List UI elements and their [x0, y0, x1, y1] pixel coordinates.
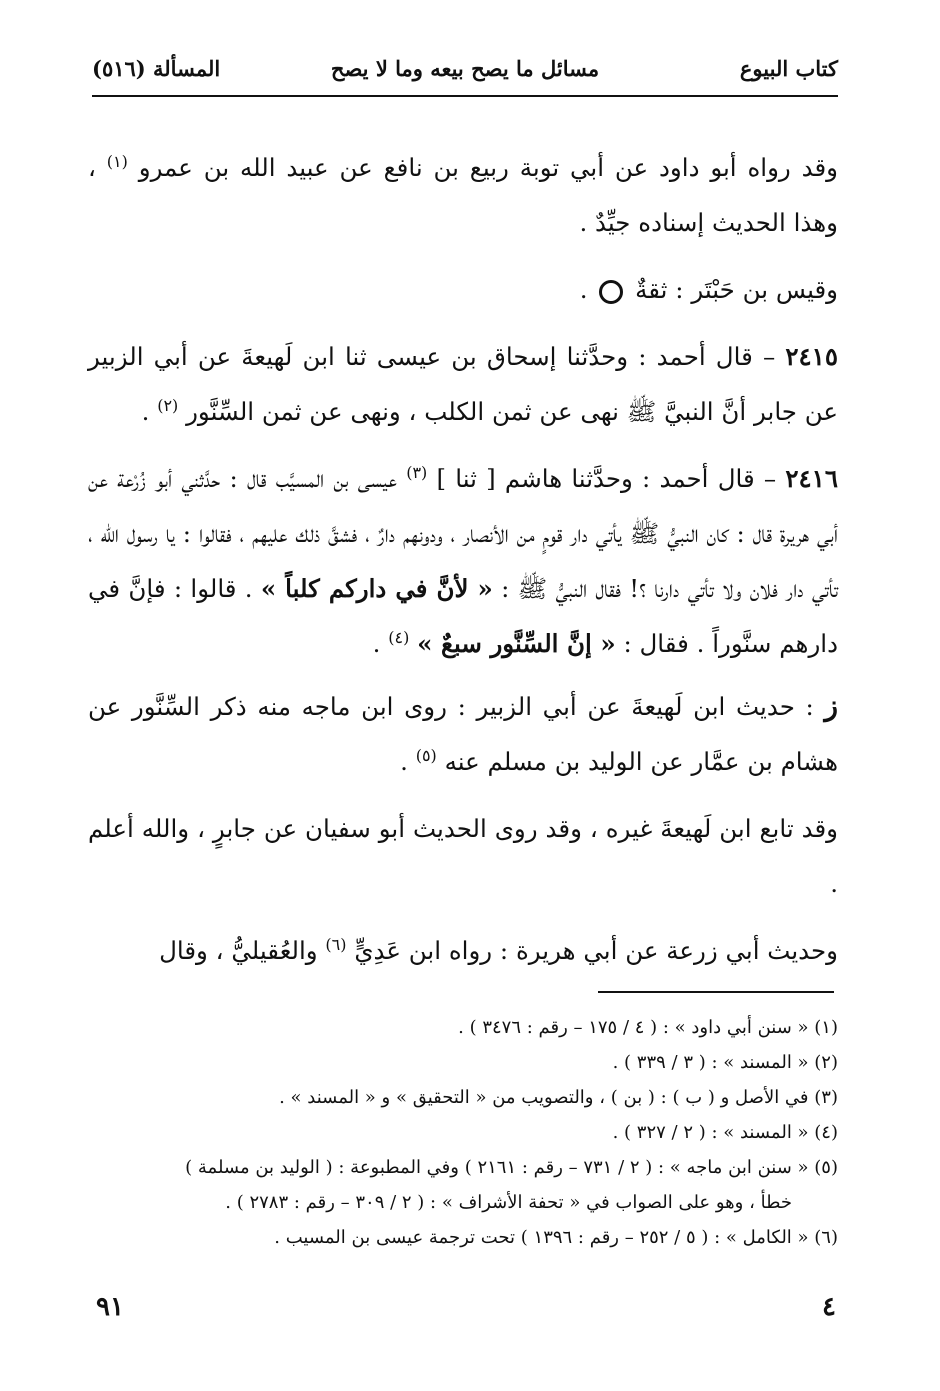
header-book-title: كتاب البيوع: [739, 56, 838, 81]
header-divider: [92, 95, 838, 97]
footnote-5-continued: خطأ ، وهو على الصواب في « تحفة الأشراف » : ( ٢ / ٣٠٩ – رقم : ٢٧٨٣ ) .: [225, 1192, 792, 1213]
footnote-1: (١) « سنن أبي داود » : ( ٤ / ١٧٥ – رقم : ٣٤٧٦ ) .: [458, 1017, 838, 1038]
footnote-ref-2[interactable]: (٢): [157, 395, 179, 415]
footnote-divider: [598, 991, 834, 993]
prophetic-quote: « إنَّ السِّنَّور سبعٌ »: [417, 629, 616, 658]
footnote-ref-4[interactable]: (٤): [388, 627, 410, 647]
footnote-ref-3[interactable]: (٣): [406, 462, 428, 482]
hadith-2416: ٢٤١٦ – قال أحمد : وحدَّثنا هاشم [ ثنا ] $^{(٣)}$ عيسى بن المسيَّب قال : حدَّثني أبو زُرْعة عن أبي هريرة قال : كان النبيُّ ﷺ يأتي دار قومٍ من الأنصار ، ودونهم دارٌ ، فشقَّ ذلك عليهم ، فقالوا : يا رسول الله ، تأتي دار فلان ولا تأتي دارنا ؟! فقال النبيُّ ﷺ : « لأنَّ في داركم كلباً » . قالوا : فإنَّ في دارهم سنَّوراً . فقال : « إنَّ السِّنَّور سبعٌ » $^{(٤)}$ .: [88, 462, 838, 658]
main-text: [88, 140, 838, 990]
page-number: ٩١: [96, 1292, 124, 1322]
hadith-number: ٢٤١٦: [785, 464, 838, 493]
paragraph-abu-zurah: وحديث أبي زرعة عن أبي هريرة : رواه ابن عَدِيٍّ $^{(٦)}$ والعُقيليُّ ، وقال: [159, 934, 838, 965]
paragraph-mutaba: وقد تابع ابن لَهيعةَ غيره ، وقد روى الحديث أبو سفيان عن جابرٍ ، والله أعلم .: [88, 814, 838, 898]
paragraph-qays: وقيس بن حَبْتَر : ثقةٌ .: [579, 275, 838, 304]
footnotes: [88, 1010, 838, 1255]
footnote-5: (٥) « سنن ابن ماجه » : ( ٢ / ٧٣١ – رقم : ٢١٦١ ) وفي المطبوعة : ( الوليد بن مسلمة ): [185, 1157, 838, 1178]
footnote-ref-6[interactable]: (٦): [325, 934, 347, 954]
header-issue-number: المسألة (٥١٦): [92, 56, 221, 81]
prophetic-quote: « لأنَّ في داركم كلباً »: [260, 574, 493, 603]
footnote-2: (٢) « المسند » : ( ٣ / ٣٣٩ ) .: [612, 1052, 838, 1073]
circle-symbol-icon: [599, 280, 623, 304]
zay-marker: ز: [824, 689, 838, 722]
paragraph-abu-dawud: وقد رواه أبو داود عن أبي توبة ربيع بن نافع عن عبيد الله بن عمرو $^{(١)}$ ، وهذا الحديث إسناده جيِّدٌ .: [88, 151, 839, 237]
hadith-2415: ٢٤١٥ – قال أحمد : وحدَّثنا إسحاق بن عيسى ثنا ابن لَهيعةَ عن أبي الزبير عن جابر أنَّ النبيَّ ﷺ نهى عن ثمن الكلب ، ونهى عن ثمن السِّنَّور $^{(٢)}$ .: [88, 342, 838, 426]
footnote-6: (٦) « الكامل » : ( ٥ / ٢٥٢ – رقم : ١٣٩٦ ) تحت ترجمة عيسى بن المسيب .: [274, 1227, 838, 1248]
footnote-4: (٤) « المسند » : ( ٢ / ٣٢٧ ) .: [612, 1122, 838, 1143]
footnote-ref-5[interactable]: (٥): [415, 745, 437, 765]
running-header: [92, 50, 838, 94]
paragraph-zawaid: ز : حديث ابن لَهيعةَ عن أبي الزبير : روى ابن ماجه منه ذكر السِّنَّور عن هشام بن عمَّار عن الوليد بن مسلم عنه $^{(٥)}$ .: [88, 689, 838, 776]
hadith-number: ٢٤١٥: [785, 342, 838, 371]
footnote-3: (٣) في الأصل و ( ب ) : ( بن ) ، والتصويب من « التحقيق » و « المسند » .: [279, 1087, 838, 1108]
volume-number: ٤: [822, 1292, 836, 1322]
footnote-ref-1[interactable]: (١): [106, 151, 128, 171]
header-chapter-title: مسائل ما يصح بيعه وما لا يصح: [330, 56, 600, 81]
